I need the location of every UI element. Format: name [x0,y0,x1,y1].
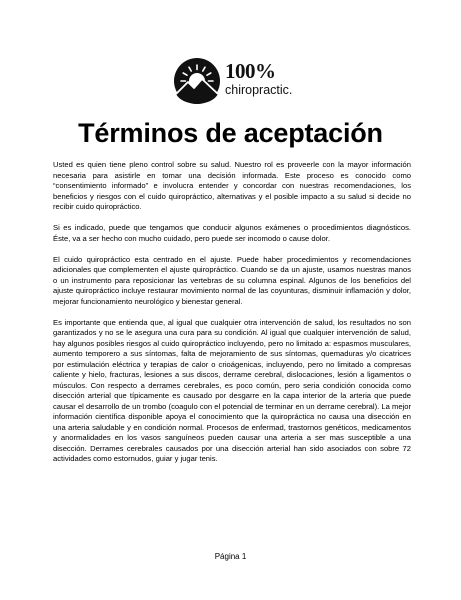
page-number: Página 1 [214,552,247,561]
document-body [53,160,411,475]
logo-wordmark-number: 100% [225,59,276,83]
brand-logo [173,57,293,107]
page-title: Términos de aceptación [78,118,383,148]
logo-wordmark-name: chiropractic. [225,83,293,97]
sun-mountain-logo-icon [173,57,221,105]
paragraph: Es importante que entienda que, al igual que cualquier otra intervención de salud, los resultados no son garantizados y no se le asegura una cura para su condición. Al igual que cualquier intervención de salud, hay algunos posibles riesgos al cuido quiropráctico incluyendo, pero no limitado a: espasmos musculares, aumento temporero a sus síntomas, falta de mejoramiento de sus síntomas, quemaduras y/o cicatrices por estimulación eléctrica y terapias de calor o crioágenicas, incluyendo, pero no limitado a compresas caliente y hielo, fracturas, lesiones a sus discos, derrame cerebral, dislocaciones, lesión a ligamentos o músculos. Con respecto a derrames cerebrales, es poco común, pero seria condición conocida como disección arterial que típicamente es causado por desgarre en la capa interior de la arteria que puede causar el desarrollo de un trombo (coagulo con el potencial de terminar en un derrame cerebral). La mejor información científica disponible apoya el conocimiento que la quiropráctica no causa una disección en una arteria saludable y en condición normal. Procesos de enfermad, trastornos genéticos, medicamentos y anormalidades en los vasos sanguíneos pueden causar una arteria a ser mas susceptible a una disección. Derrames cerebrales causados por una disección arterial han sido asociados con sobre 72 actividades como estornudos, guiar y jugar tenis. [53,317,411,463]
paragraph: Si es indicado, puede que tengamos que conducir algunos exámenes o procedimientos diagnósticos. Éste, va a ser hecho con mucho cuidado, pero puede ser incomodo o cause dolor. [53,223,411,243]
paragraph: El cuido quiropráctico esta centrado en el ajuste. Puede haber procedimientos y recomendaciones adicionales que complementen el ajuste quiropráctico. Cuando se da un ajuste, usamos nuestras manos o un instrumento para reposicionar las vertebras de su columna espinal. Algunos de los beneficios del ajuste quiropráctico incluye restaurar movimiento normal de las coyunturas, disminuir inflamación y dolor, mejorar funcionamiento neurológico y bienestar general. [53,254,411,306]
paragraph: Usted es quien tiene pleno control sobre su salud. Nuestro rol es proveerle con la mayor información necesaria para asistirle en tomar una decisión informada. Este proceso es conocido como “consentimiento informado” e involucra entender y concordar con nuestras recomendaciones, los beneficios y riesgos con el cuido quiropráctico, alternativas y el posible impacto a su salud si decide no recibir cuido quiropráctico. [53,160,411,211]
